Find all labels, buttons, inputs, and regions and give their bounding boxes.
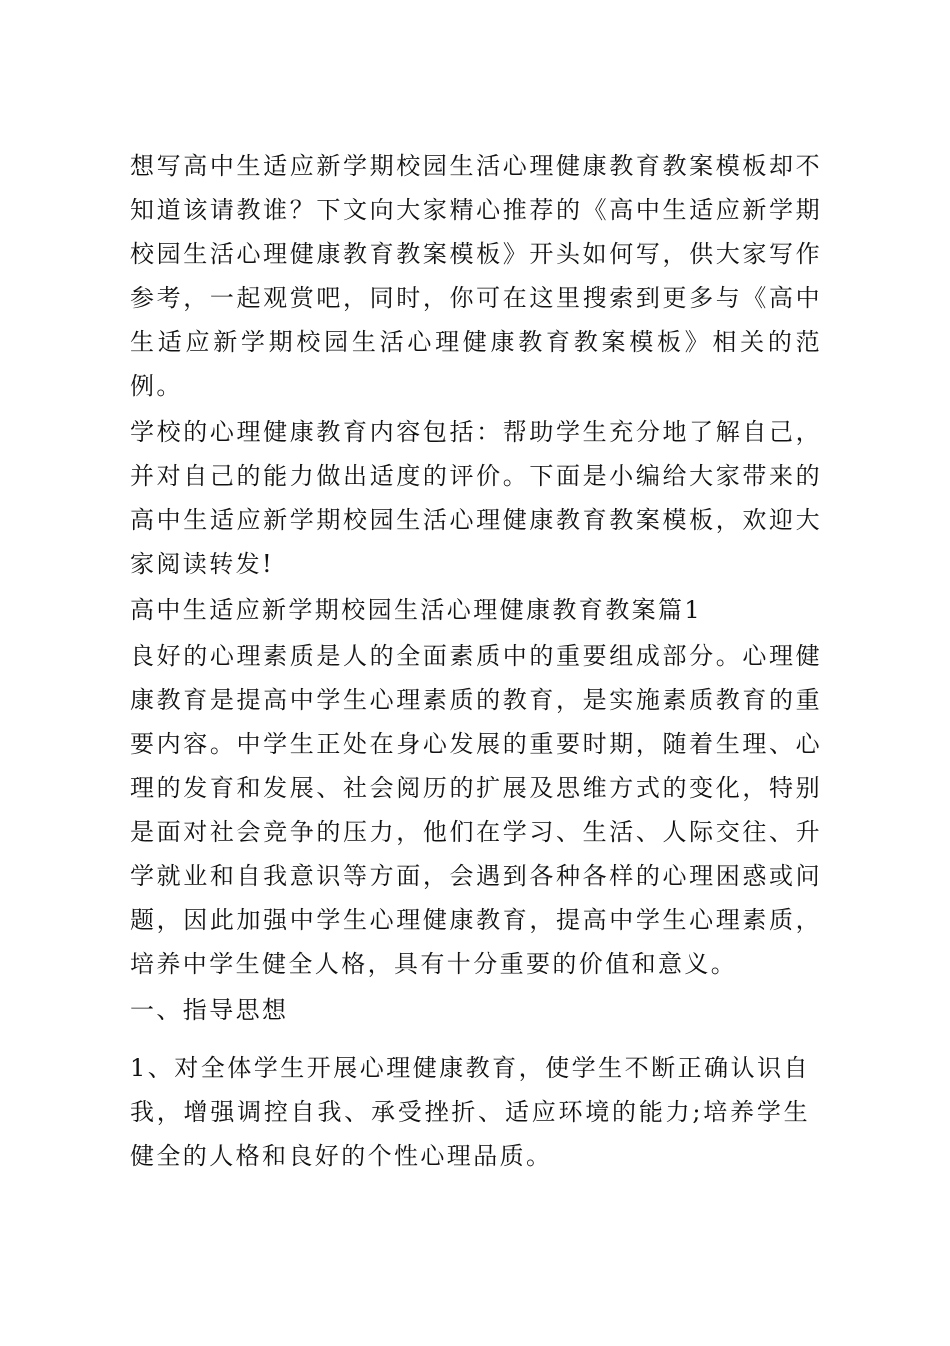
list-item-1: 1、对全体学生开展心理健康教育，使学生不断正确认识自我，增强调控自我、承受挫折、适应环境的能力;培养学生健全的人格和良好的个性心理品质。 (130, 1054, 810, 1170)
body-paragraph: 良好的心理素质是人的全面素质中的重要组成部分。心理健康教育是提高中学生心理素质的教育，是实施素质教育的重要内容。中学生正处在身心发展的重要时期，随着生理、心理的发育和发展、社会阅历的扩展及思维方式的变化，特别是面对社会竞争的压力，他们在学习、生活、人际交往、升学就业和自我意识等方面，会遇到各种各样的心理困惑或问题，因此加强中学生心理健康教育，提高中学生心理素质，培养中学生健全人格，具有十分重要的价值和意义。 (130, 642, 822, 978)
intro-paragraph: 想写高中生适应新学期校园生活心理健康教育教案模板却不知道该请教谁？下文向大家精心推荐的《高中生适应新学期校园生活心理健康教育教案模板》开头如何写，供大家写作参考，一起观赏吧，同时，你可在这里搜索到更多与《高中生适应新学期校园生活心理健康教育教案模板》相关的范例。 (130, 152, 822, 400)
subheading-guiding-ideology: 一、指导思想 (130, 996, 289, 1024)
summary-paragraph: 学校的心理健康教育内容包括：帮助学生充分地了解自己，并对自己的能力做出适度的评价。下面是小编给大家带来的高中生适应新学期校园生活心理健康教育教案模板，欢迎大家阅读转发! (130, 418, 822, 578)
document-content (130, 144, 822, 1202)
section-title: 高中生适应新学期校园生活心理健康教育教案篇1 (130, 596, 703, 624)
